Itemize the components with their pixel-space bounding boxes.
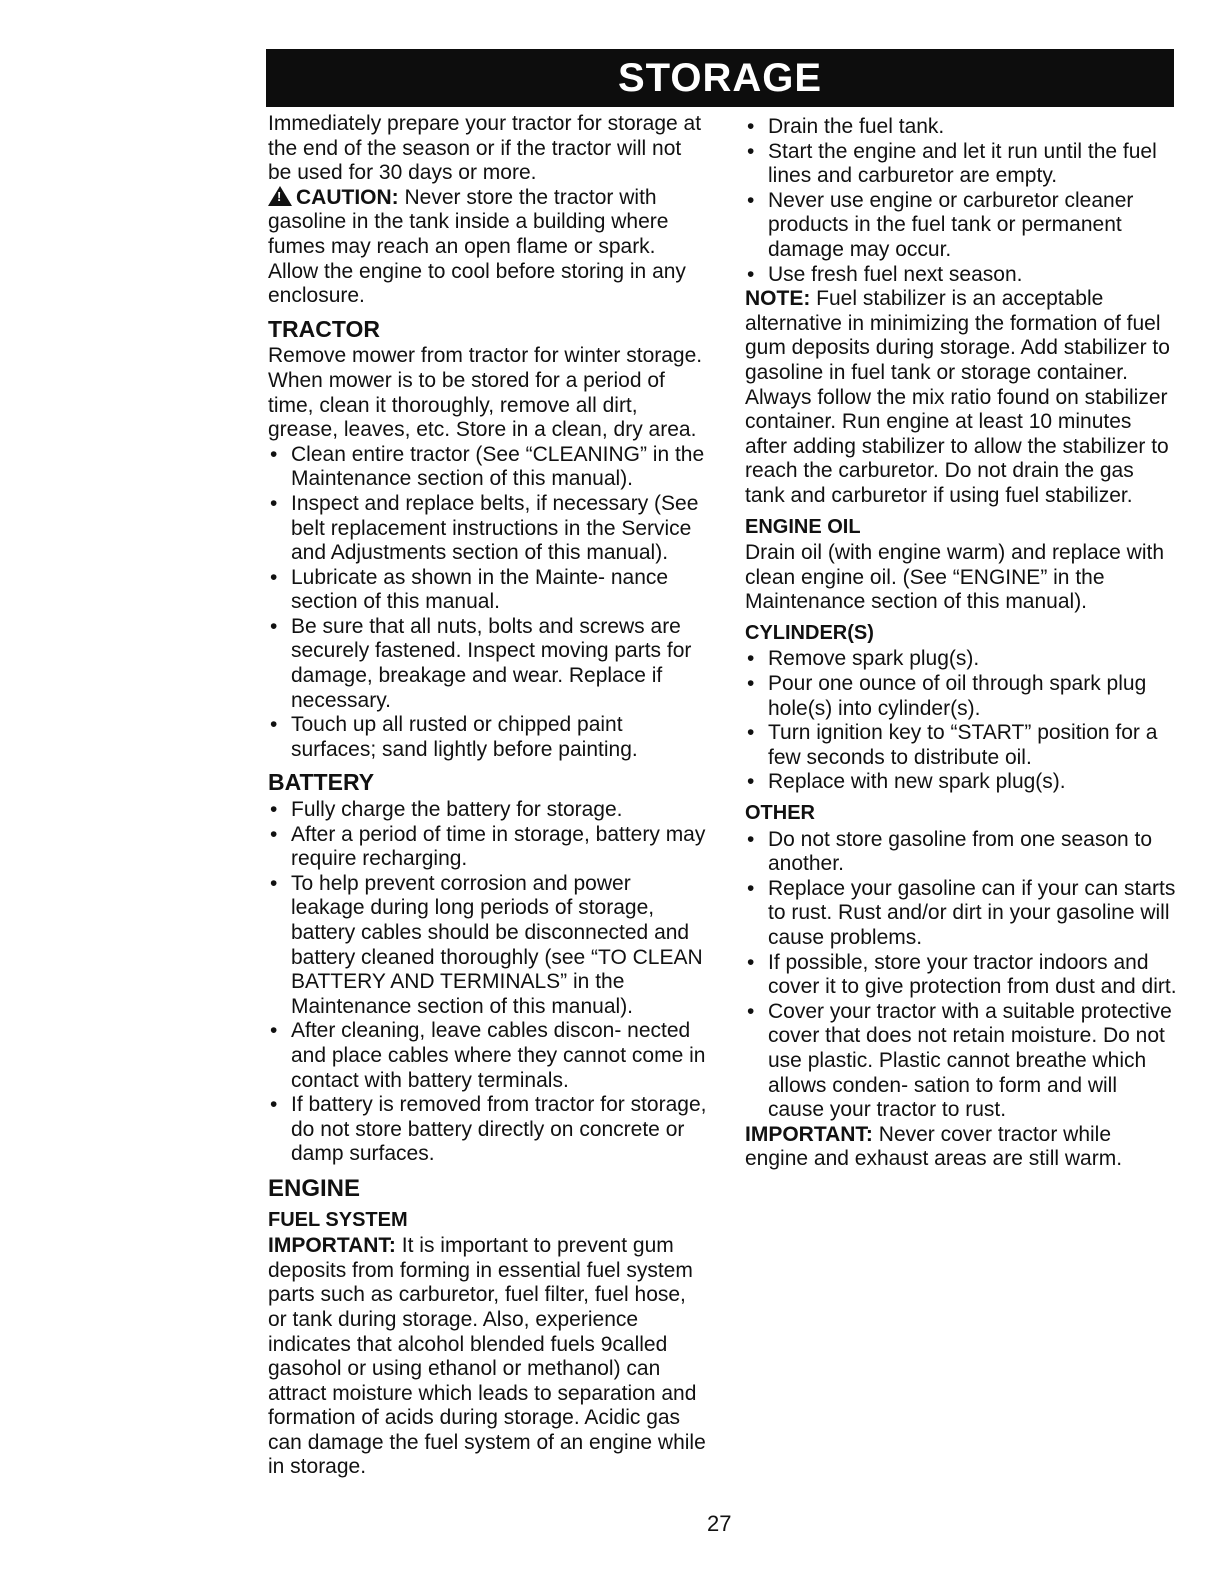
tractor-bullet-list (268, 443, 708, 763)
list-item: • To help prevent corrosion and power leakage during long periods of storage, battery cables should be disconnected and battery cleaned thoroughly (see “TO CLEAN BATTERY AND TERMINALS” in the Maintenance section of this manual). (268, 872, 708, 1020)
list-item: • Remove spark plug(s). (745, 647, 1177, 672)
other-important-paragraph (745, 1123, 1177, 1172)
warning-triangle-icon: ! (268, 186, 292, 206)
other-important-text: Never cover tractor while engine and exhaust areas are still warm. (745, 1122, 1123, 1171)
battery-bullet-list (268, 798, 708, 1167)
list-item: • Replace your gasoline can if your can starts to rust. Rust and/or dirt in your gasoline will cause problems. (745, 877, 1177, 951)
caution-text: Never store the tractor with gasoline in the tank inside a building where fumes may reach an open flame or spark. Allow the engine to cool before storing in any enclosure. (268, 185, 686, 308)
engine-oil-heading: ENGINE OIL (745, 515, 861, 538)
engine-oil-paragraph: Drain oil (with engine warm) and replace with clean engine oil. (See “ENGINE” in the Maintenance section of this manual). (745, 541, 1165, 614)
other-bullet-list (745, 828, 1177, 1123)
engine-heading: ENGINE (268, 1174, 361, 1202)
list-item: • Clean entire tractor (See “CLEANING” in the Maintenance section of this manual). (268, 443, 708, 492)
page-number: 27 (707, 1511, 732, 1536)
list-item: • Drain the fuel tank. (745, 115, 1177, 140)
list-item: • If battery is removed from tractor for storage, do not store battery directly on concrete or damp surfaces. (268, 1093, 708, 1167)
page-title-banner (266, 49, 1174, 107)
caution-paragraph (268, 186, 708, 309)
list-item: • Be sure that all nuts, bolts and screws are securely fastened. Inspect moving parts for damage, breakage and wear. Replace if necessary. (268, 615, 708, 713)
list-item: • After a period of time in storage, battery may require recharging. (268, 823, 708, 872)
other-heading: OTHER (745, 802, 815, 825)
cylinders-heading: CYLINDER(S) (745, 621, 874, 644)
page-title: STORAGE (617, 55, 823, 100)
list-item: • Use fresh fuel next season. (745, 263, 1177, 288)
caution-label: CAUTION: (296, 185, 399, 209)
fuel-system-heading: FUEL SYSTEM (268, 1208, 408, 1231)
note-label: NOTE: (745, 287, 811, 311)
cylinders-bullet-list (745, 647, 1177, 795)
list-item: • Never use engine or carburetor cleaner products in the fuel tank or permanent damage may occur. (745, 189, 1177, 263)
tractor-heading: TRACTOR (268, 315, 381, 342)
list-item: • Replace with new spark plug(s). (745, 770, 1177, 795)
note-paragraph (745, 287, 1177, 508)
left-column (268, 112, 708, 1480)
list-item: • Do not store gasoline from one season to another. (745, 828, 1177, 877)
battery-heading: BATTERY (268, 769, 375, 796)
list-item: • Start the engine and let it run until the fuel lines and carburetor are empty. (745, 140, 1177, 189)
fuel-important-paragraph (268, 1234, 708, 1480)
note-text: Fuel stabilizer is an acceptable alternative in minimizing the formation of fuel gum deposits during storage. Add stabilizer to gasoline in fuel tank or storage container. Always follow the mix ratio found on stabilizer container. Run engine at least 10 minutes after adding stabilizer to allow the stabilizer to reach the carburetor. Do not drain the gas tank and carburetor if using fuel stabilizer. (745, 287, 1170, 507)
list-item: • Touch up all rusted or chipped paint surfaces; sand lightly before painting. (268, 713, 708, 762)
fuel-system-bullet-list (745, 115, 1177, 287)
list-item: • Fully charge the battery for storage. (268, 798, 708, 823)
list-item: • Inspect and replace belts, if necessary (See belt replacement instructions in the Service and Adjustments section of this manual). (268, 492, 708, 566)
list-item: • Pour one ounce of oil through spark plug hole(s) into cylinder(s). (745, 672, 1177, 721)
important-label: IMPORTANT: (745, 1122, 873, 1146)
important-label: IMPORTANT: (268, 1234, 396, 1258)
list-item: • Lubricate as shown in the Mainte- nance section of this manual. (268, 566, 708, 615)
intro-paragraph: Immediately prepare your tractor for storage at the end of the season or if the tractor will not be used for 30 days or more. (268, 112, 702, 185)
tractor-paragraph: Remove mower from tractor for winter storage. When mower is to be stored for a period of time, clean it thoroughly, remove all dirt, grease, leaves, etc. Store in a clean, dry area. (268, 344, 703, 442)
right-column (745, 115, 1177, 1172)
list-item: • After cleaning, leave cables discon- nected and place cables where they cannot come in contact with battery terminals. (268, 1019, 708, 1093)
list-item: • Cover your tractor with a suitable protective cover that does not retain moisture. Do not use plastic. Plastic cannot breathe which allows conden- sation to form and will cause your tractor to rust. (745, 1000, 1177, 1123)
list-item: • Turn ignition key to “START” position for a few seconds to distribute oil. (745, 721, 1177, 770)
list-item: • If possible, store your tractor indoors and cover it to give protection from dust and dirt. (745, 951, 1177, 1000)
fuel-important-text: It is important to prevent gum deposits from forming in essential fuel system parts such as carburetor, fuel filter, fuel hose, or tank during storage. Also, experience indicates that alcohol blended fuels 9called gasohol or using ethanol or methanol) can attract moisture which leads to separation and formation of acids during storage. Acidic gas can damage the fuel system of an engine while in storage. (268, 1234, 706, 1479)
